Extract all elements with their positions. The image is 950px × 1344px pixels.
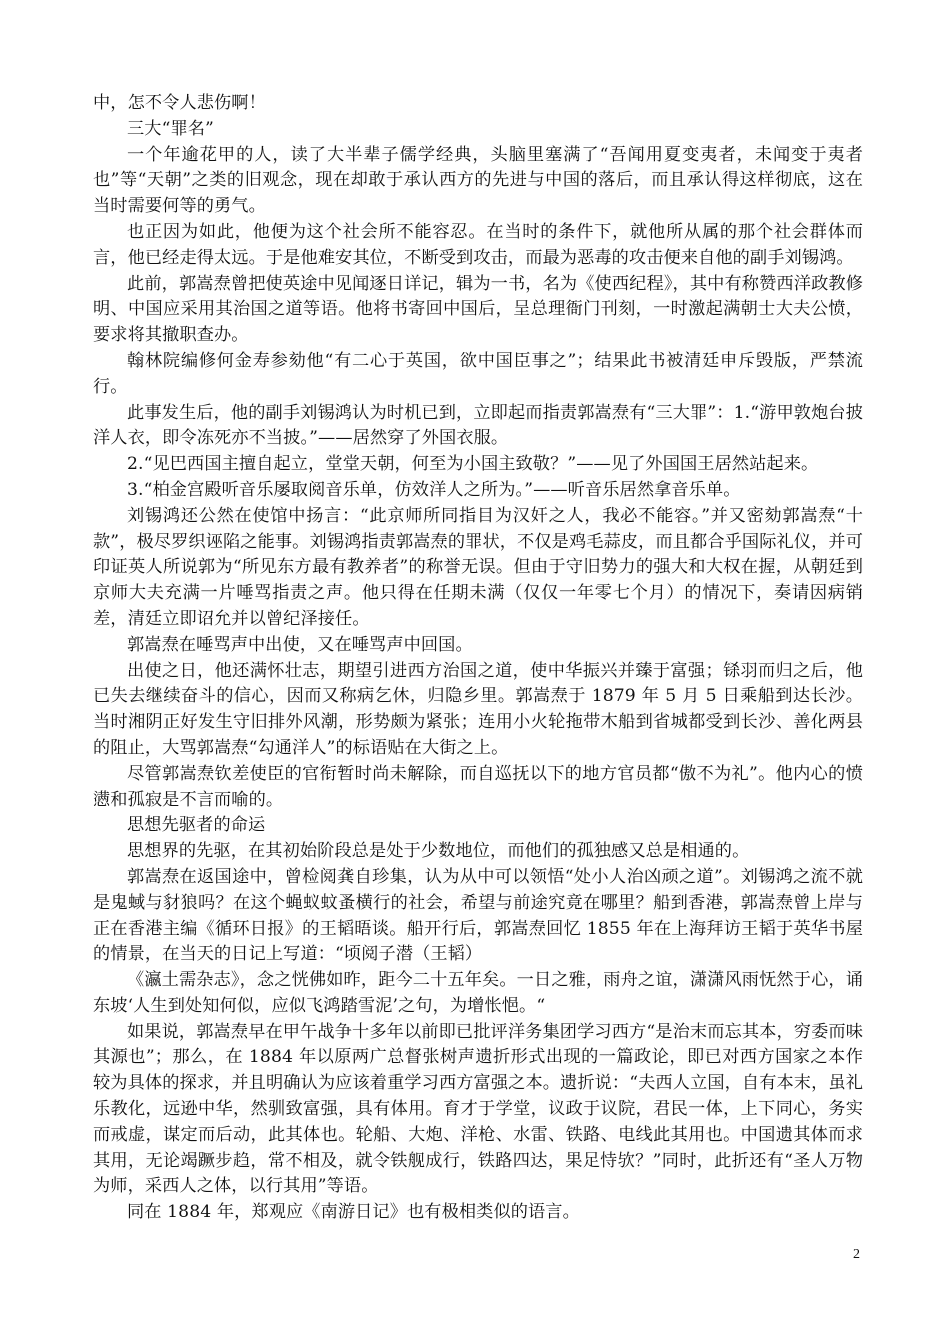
paragraph: 如果说，郭嵩焘早在甲午战争十多年以前即已批评洋务集团学习西方“是治末而忘其本，穷委而味其源也”；那么，在 1884 年以原两广总督张树声遗折形式出现的一篇政论，即已对西方国家之本作较为具体的探求，并且明确认为应该着重学习西方富强之本。遗折说：“夫西人立国，自有本末，虽礼乐教化，远逊中华，然驯致富强，具有体用。育才于学堂，议政于议院，君民一体，上下同心，务实而戒虚，谋定而后动，此其体也。轮船、大炮、洋枪、水雷、铁路、电线此其用也。中国遗其体而求其用，无论竭蹶步趋，常不相及，就令铁舰成行，铁路四达，果足恃欤？”同时，此折还有“圣人万物为师，采西人之体，以行其用”等语。 xyxy=(93,1021,863,1197)
paragraph-continuation: 中，怎不令人悲伤啊！ xyxy=(93,93,266,113)
paragraph: 郭嵩焘在唾骂声中出使，又在唾骂声中回国。 xyxy=(127,634,473,655)
paragraph: 思想界的先驱，在其初始阶段总是处于少数地位，而他们的孤独感又总是相通的。 xyxy=(127,841,750,862)
paragraph: 一个年逾花甲的人，读了大半辈子儒学经典，头脑里塞满了“吾闻用夏变夷者，未闻变于夷者也”等“天朝”之类的旧观念，现在却敢于承认西方的先进与中国的落后，而且承认得这样彻底，这在当时需要何等的勇气。 xyxy=(93,144,863,217)
paragraph: 尽管郭嵩焘钦差使臣的官衔暂时尚未解除，而自巡抚以下的地方官员都“傲不为礼”。他内心的愤懑和孤寂是不言而喻的。 xyxy=(93,763,863,810)
paragraph: 《瀛土需杂志》，念之恍佛如昨，距今二十五年矣。一日之雅，雨舟之谊，潇潇风雨怃然于心，诵东坡‘人生到处知何似，应似飞鸿踏雪泥’之句，为增怅悒。“ xyxy=(93,970,863,1016)
section-heading-three-charges: 三大“罪名” xyxy=(127,118,214,139)
section-heading-pioneers-fate: 思想先驱者的命运 xyxy=(127,815,266,836)
document-body xyxy=(93,91,863,1226)
paragraph: 郭嵩焘在返国途中，曾检阅龚自珍集，认为从中可以领悟“处小人治凶顽之道”。刘锡鸿之流不就是鬼蜮与豺狼吗？在这个蝇蚁蚊蚤横行的社会，希望与前途究竟在哪里？船到香港，郭嵩焘曾上岸与正在香港主编《循环日报》的王韬晤谈。船开行后，郭嵩焘回忆 1855 年在上海拜访王韬于英华书屋的情景，在当天的日记上写道：“顷阅子潜（王韬） xyxy=(93,866,863,965)
paragraph: 此前，郭嵩焘曾把使英途中见闻逐日详记，辑为一书，名为《使西纪程》，其中有称赞西洋政教修明、中国应采用其治国之道等语。他将书寄回中国后，呈总理衙门刊刻，一时激起满朝士大夫公愤，要求将其撤职查办。 xyxy=(93,273,863,346)
paragraph: 同在 1884 年，郑观应《南游日记》也有极相类似的语言。 xyxy=(127,1202,580,1223)
paragraph: 刘锡鸿还公然在使馆中扬言：“此京师所同指目为汉奸之人，我必不能容。”并又密劾郭嵩焘“十款”，极尽罗织诬陷之能事。刘锡鸿指责郭嵩焘的罪状，不仅是鸡毛蒜皮，而且都合乎国际礼仪，并可印证英人所说郭为“所见东方最有教养者”的称誉无误。但由于守旧势力的强大和大权在握，从朝廷到京师大夫充满一片唾骂指责之声。他只得在任期未满（仅仅一年零七个月）的情况下，奏请因病销差，清廷立即诏允并以曾纪泽接任。 xyxy=(93,505,863,629)
paragraph: 也正因为如此，他便为这个社会所不能容忍。在当时的条件下，就他所从属的那个社会群体而言，他已经走得太远。于是他难安其位，不断受到攻击，而最为恶毒的攻击便来自他的副手刘锡鸿。 xyxy=(93,221,863,268)
paragraph: 翰林院编修何金寿参劾他“有二心于英国，欲中国臣事之”；结果此书被清廷申斥毁版，严禁流行。 xyxy=(93,350,863,397)
paragraph: 出使之日，他还满怀壮志，期望引进西方治国之道，使中华振兴并臻于富强；铩羽而归之后，他已失去继续奋斗的信心，因而又称病乞休，归隐乡里。郭嵩焘于 1879 年 5 月 5 日乘船到达长沙。当时湘阴正好发生守旧排外风潮，形势颇为紧张；连用小火轮拖带木船到省城都受到长沙、善化两县的阻止，大骂郭嵩焘“勾通洋人”的标语贴在大街之上。 xyxy=(93,660,863,758)
page-number: 2 xyxy=(853,1247,860,1262)
paragraph: 3.“柏金宫殿听音乐屡取阅音乐单，仿效洋人之所为。”——听音乐居然拿音乐单。 xyxy=(127,479,741,500)
paragraph: 2.“见巴西国主擅自起立，堂堂天朝，何至为小国主致敬？”——见了外国国王居然站起来。 xyxy=(127,454,819,475)
paragraph: 此事发生后，他的副手刘锡鸿认为时机已到，立即起而指责郭嵩焘有“三大罪”：1.“游甲敦炮台披洋人衣，即令冻死亦不当披。”——居然穿了外国衣服。 xyxy=(93,402,863,449)
